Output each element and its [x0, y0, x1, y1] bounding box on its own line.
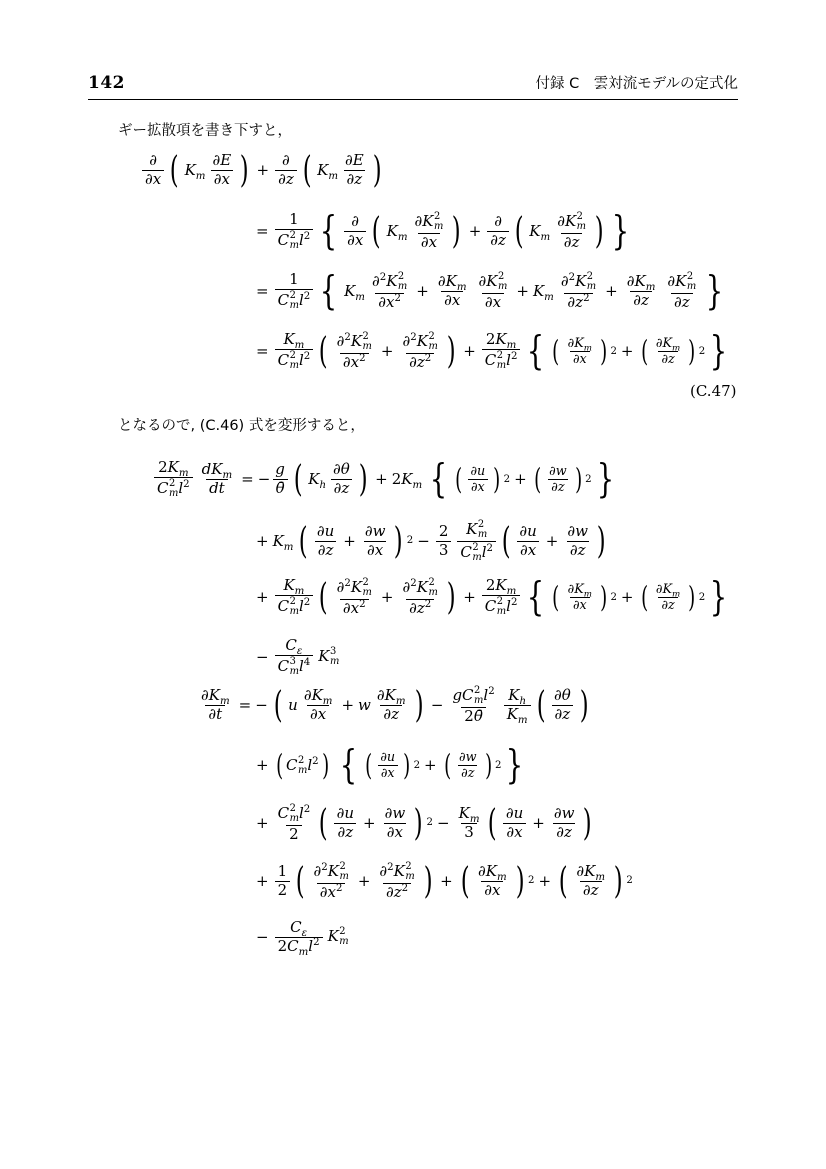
- equation-final-line6: + ( C 2 m $l^2$ ) { ( $\frac{\partial u}{\partial x}$ ) 2 + ( $\frac{\partial w}{\partial z}$ ) 2 }: [256, 743, 524, 788]
- paragraph-intro: ギー拡散項を書き下すと，: [118, 123, 292, 139]
- equation-final-line8: + $\frac{1}{2}$ ( ∂$^2$K 2 m $\partial x^2$ + ∂$^2$K 2 m $\partial z^2$ ) + ( $\frac{\partial K_m}{\partial x}$ ) 2 + ( $\frac{\partial K_m}{\partial z}$ ) 2: [256, 858, 633, 902]
- equation-c47-line4: = $K_m$ C 2 m $l^2$ ( ∂$^2$K 2 m $\partial x^2$ + ∂$^2$K 2 m $\partial z^2$ ) + $2K_m$ C 2 m $l^2$ { ( $\frac{\partial K_m}{\partial x}$ ) 2 + ( $\frac{\partial K_m}{\partial z}$ ) 2 }: [256, 329, 728, 374]
- equation-final-line7: + C 2 m $l^2$ 2 ( $\frac{\partial u}{\partial z}$ + $\frac{\partial w}{\partial x}$ ) 2 − $\frac{K_m}{3}$ ( $\frac{\partial u}{\partial x}$ + $\frac{\partial w}{\partial z}$ ): [256, 800, 593, 844]
- equation-c47-line2: = 1 C 2 m $l^2$ { $\frac{\partial}{\partial x}$ ( $K_m$ ∂K 2 m ∂x ) + $\frac{\partial}{\partial z}$ ( $K_m$ ∂K 2 m ∂z ) }: [256, 209, 630, 254]
- equation-final-line1: $2K_m$ C 2 m $l^2$ $\frac{dK_m}{dt}$ = − $\frac{g}{\thetā}$ ( $K_h$ $\frac{\partial\theta}{\partial z}$ ) + $2K_m$ { ( $\frac{\partial u}{\partial x}$ ) 2 + ( $\frac{\partial w}{\partial z}$ ) 2 }: [152, 460, 618, 499]
- equation-c47-line1: $\frac{\partial}{\partial x}$ ( $K_m$ $\frac{\partial E}{\partial x}$ ) + $\frac{\partial}{\partial z}$ ( $K_m$ $\frac{\partial E}{\partial z}$ ): [140, 152, 385, 189]
- equation-final-line4: − $C_\varepsilon$ C 3 m $l^4$ K 3 m: [256, 636, 340, 677]
- page-header: [88, 72, 738, 93]
- equation-tag-c47: (C.47): [690, 382, 737, 400]
- equation-final-line5: $\frac{\partial K_m}{\partial t}$ = − ( u $\frac{\partial K_m}{\partial x}$ + w $\frac{\partial K_m}{\partial z}$ ) − gC 2 m $l^2$ 2θ̄ $\frac{K_h}{K_m}$ ( $\frac{\partial\theta}{\partial z}$ ): [201, 682, 589, 726]
- equation-c47-line3: = 1 C 2 m $l^2$ { $K_m$ ∂$^2$K 2 m $\partial x^2$ + $\frac{\partial K_m}{\partial x}$ ∂K 2 m ∂x + $K_m$ ∂$^2$K 2 m $\partial z^2$ + $\frac{\partial K_m}{\partial z}$ ∂K 2 m ∂z }: [256, 269, 724, 314]
- paragraph-transition: となるので, (C.46) 式を変形すると，: [118, 418, 365, 434]
- equation-final-line2: + $K_m$ ( $\frac{\partial u}{\partial z}$ + $\frac{\partial w}{\partial x}$ ) 2 − $\frac{2}{3}$ K 2 m C 2 m $l^2$ ( $\frac{\partial u}{\partial x}$ + $\frac{\partial w}{\partial z}$ ): [256, 518, 606, 563]
- page-number: 142: [88, 73, 125, 93]
- equation-final-line9: − $\frac{C_\varepsilon}{2C_ml^2}$ K 2 m: [256, 918, 349, 958]
- running-head: 付録 C 雲対流モデルの定式化: [535, 76, 738, 92]
- equation-final-line3: + $K_m$ C 2 m $l^2$ ( ∂$^2$K 2 m $\partial x^2$ + ∂$^2$K 2 m $\partial z^2$ ) + $2K_m$ C 2 m $l^2$ { ( $\frac{\partial K_m}{\partial x}$ ) 2 + ( $\frac{\partial K_m}{\partial z}$ ) 2 }: [256, 575, 728, 620]
- header-rule: [88, 99, 738, 100]
